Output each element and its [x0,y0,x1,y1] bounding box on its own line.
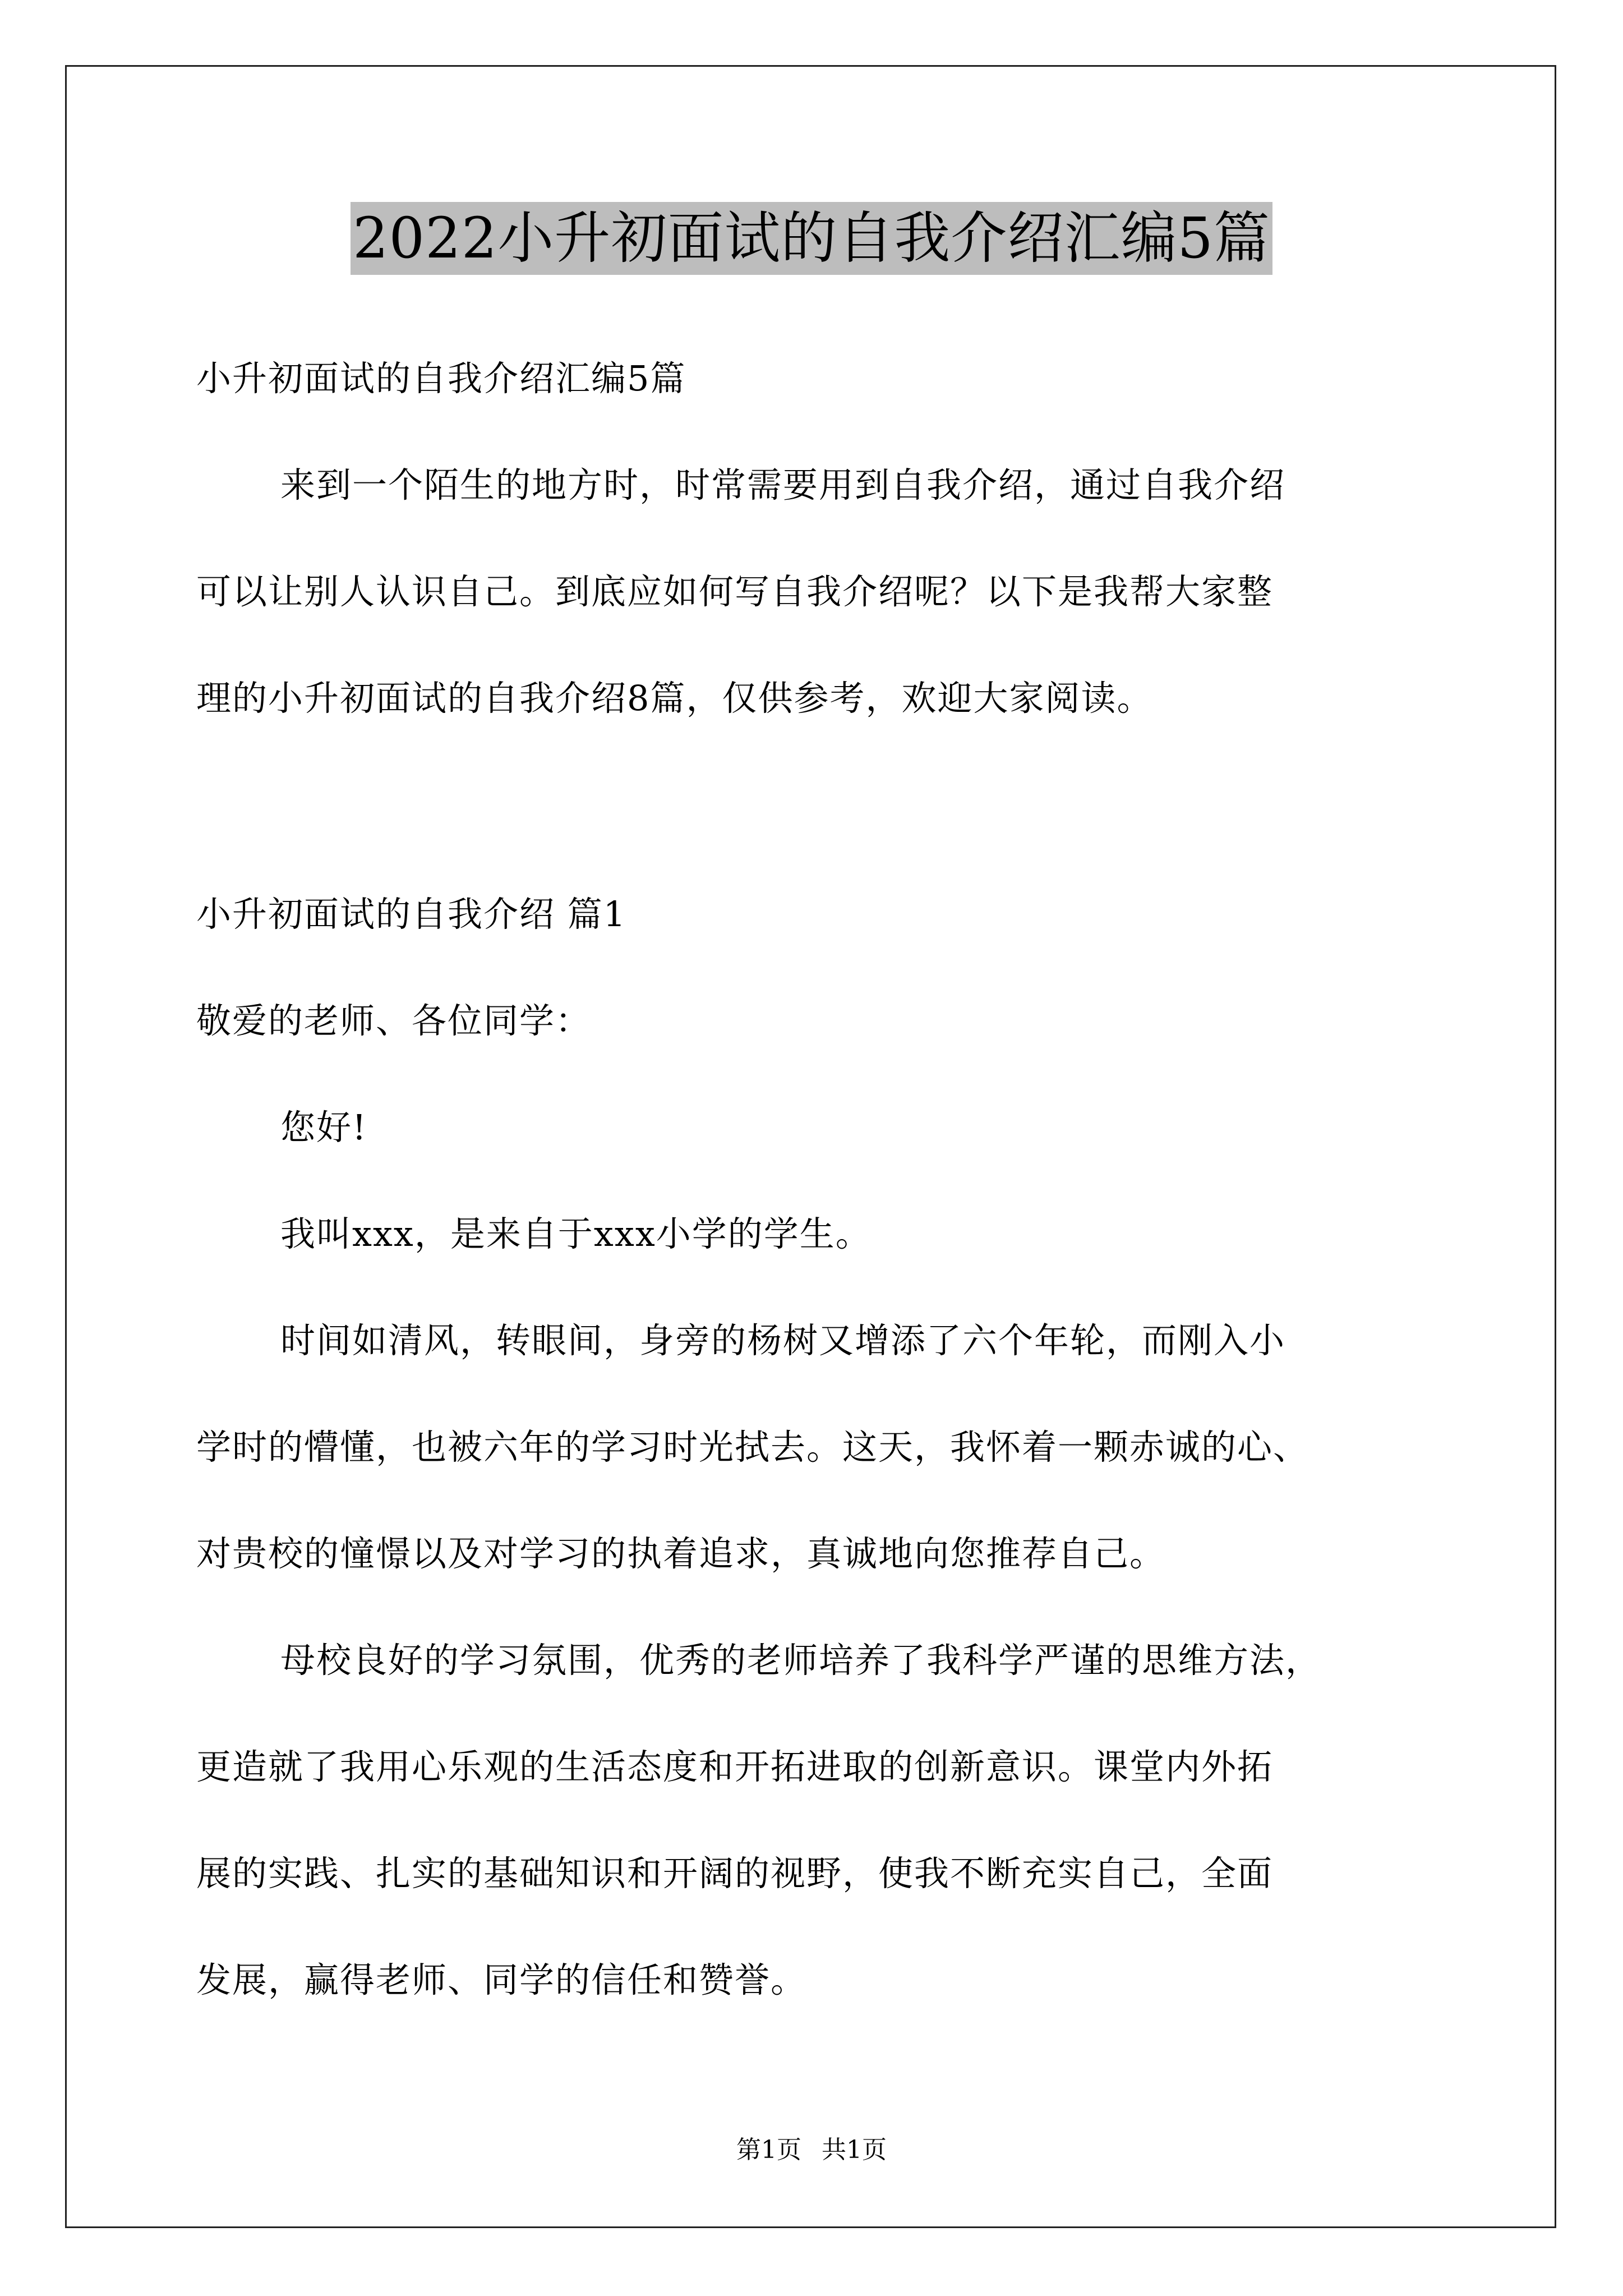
document-title: 2022小升初面试的自我介绍汇编5篇 [351,202,1272,275]
body-line: 时间如清风，转眼间，身旁的杨树又增添了六个年轮，而刚入小 [280,1320,1286,1361]
section-heading: 小升初面试的自我介绍 篇1 [196,894,627,935]
page-total: 共1页 [822,2136,887,2164]
intro-line-2: 可以让别人认识自己。到底应如何写自我介绍呢？以下是我帮大家整 [196,571,1274,612]
body-line: 学时的懵懂，也被六年的学习时光拭去。这天，我怀着一颗赤诚的心、 [196,1427,1310,1467]
page-footer [0,2134,1623,2166]
body-line: 更造就了我用心乐观的生活态度和开拓进取的创新意识。课堂内外拓 [196,1746,1274,1787]
greeting: 您好! [280,1107,367,1148]
intro-line-1: 来到一个陌生的地方时，时常需要用到自我介绍，通过自我介绍 [280,464,1286,505]
document-subtitle: 小升初面试的自我介绍汇编5篇 [196,358,686,399]
title-container [0,202,1623,275]
page-number: 第1页 [736,2136,801,2164]
body-line: 对贵校的憧憬以及对学习的执着追求，真诚地向您推荐自己。 [196,1533,1166,1574]
body-line: 发展，赢得老师、同学的信任和赞誉。 [196,1959,807,2000]
body-line: 展的实践、扎实的基础知识和开阔的视野，使我不断充实自己，全面 [196,1853,1274,1894]
body-line: 我叫xxx，是来自于xxx小学的学生。 [280,1213,872,1254]
intro-line-3: 理的小升初面试的自我介绍8篇，仅供参考，欢迎大家阅读。 [196,678,1153,719]
body-line: 母校良好的学习氛围，优秀的老师培养了我科学严谨的思维方法， [280,1640,1322,1681]
salutation: 敬爱的老师、各位同学： [196,1000,592,1041]
